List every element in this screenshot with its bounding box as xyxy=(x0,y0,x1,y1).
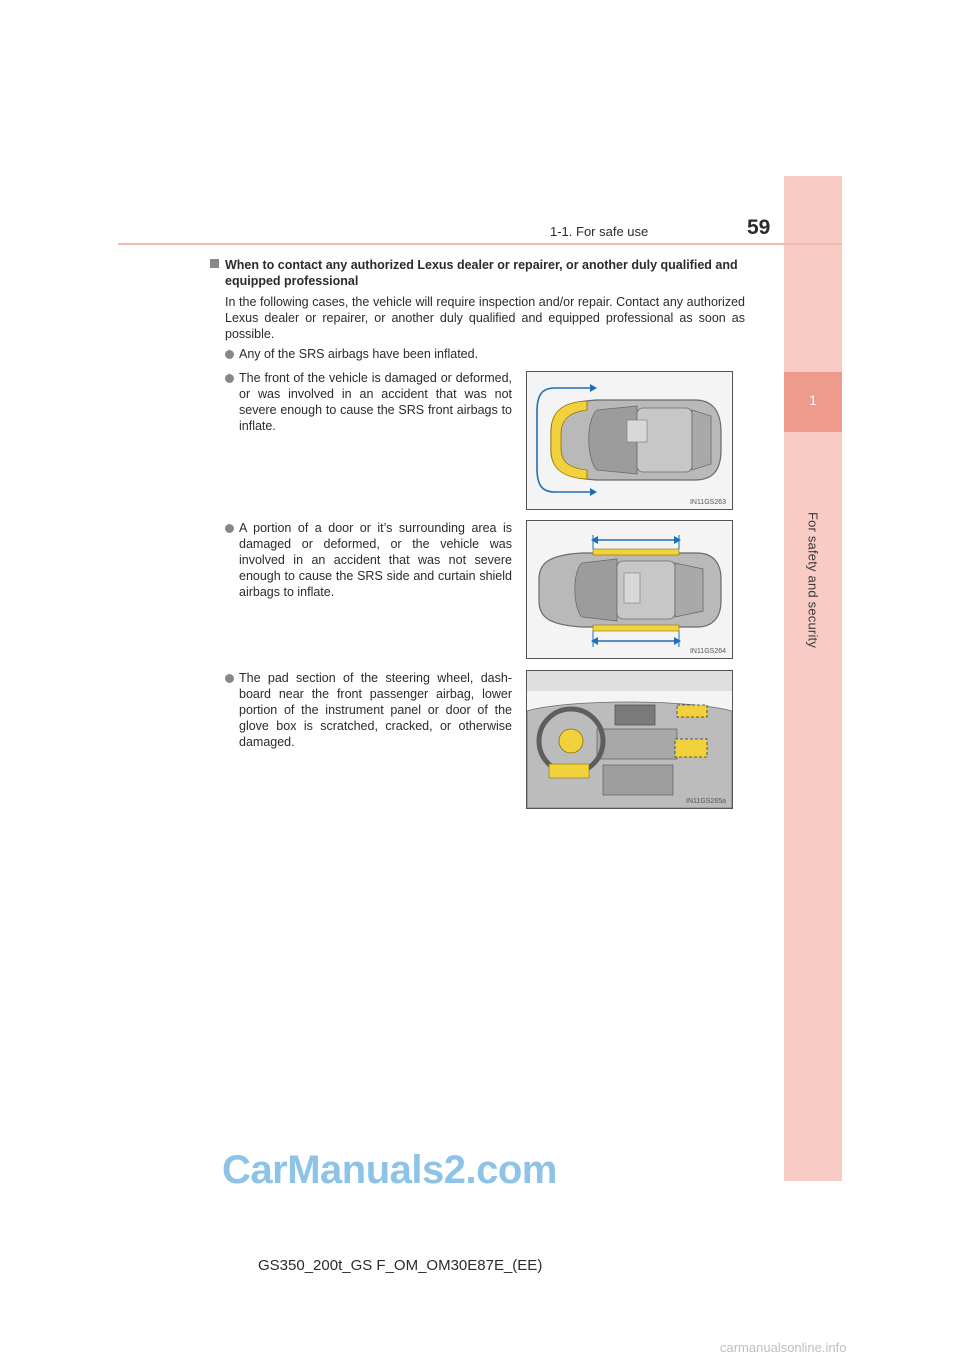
figure-code: IN11GS264 xyxy=(689,648,726,655)
header-rule xyxy=(118,243,842,245)
watermark-logo: CarManuals2.com xyxy=(222,1148,557,1192)
chapter-number: 1 xyxy=(809,392,817,408)
car-top-view-side-illustration xyxy=(527,521,732,658)
bullet-item-3: A portion of a door or it’s surrounding area is damaged or deformed, or the vehicle was involved in an accident that was not severe enough to cause the SRS side and curtain shield airbags to inflate. xyxy=(239,521,512,599)
page-number: 59 xyxy=(747,216,771,239)
heading-square-icon xyxy=(210,259,219,268)
figure-code: IN11GS265a xyxy=(686,798,726,805)
bullet-item-1: Any of the SRS airbags have been inflated. xyxy=(239,347,479,361)
bullet-dot-icon xyxy=(225,674,234,683)
figure-code: IN11GS263 xyxy=(689,499,726,506)
bullet-item-4: The pad section of the steering wheel, dash-board near the front passenger airbag, lower portion of the instrument panel or door of the glove box is scratched, cracked, or otherwise damaged. xyxy=(239,671,512,749)
bullet-dot-icon xyxy=(225,374,234,383)
car-top-view-front-illustration xyxy=(527,372,732,509)
footer-doc-code: GS350_200t_GS F_OM_OM30E87E_(EE) xyxy=(258,1257,543,1274)
section-heading: When to contact any authorized Lexus dealer or repairer, or another duly qualified and equipped professional xyxy=(225,258,738,288)
chapter-label: For safety and security xyxy=(805,511,821,649)
section-title: 1-1. For safe use xyxy=(550,224,649,239)
bullet-dot-icon xyxy=(225,524,234,533)
figure-front-damage xyxy=(526,371,733,510)
figure-door-damage xyxy=(526,520,733,659)
chapter-side-tab xyxy=(784,176,842,1181)
intro-paragraph: In the following cases, the vehicle will require inspection and/or repair. Contact any authorized Lexus dealer or repairer, or another duly qualified and equipped professional as soon as possible. xyxy=(225,295,745,341)
figure-dashboard-damage xyxy=(526,670,733,809)
bullet-item-2: The front of the vehicle is damaged or deformed, or was involved in an accident that was not severe enough to cause the SRS front airbags to inflate. xyxy=(239,371,512,433)
bullet-dot-icon xyxy=(225,350,234,359)
watermark-bottom: carmanualsonline.info xyxy=(720,1340,847,1355)
dashboard-illustration xyxy=(527,671,732,808)
